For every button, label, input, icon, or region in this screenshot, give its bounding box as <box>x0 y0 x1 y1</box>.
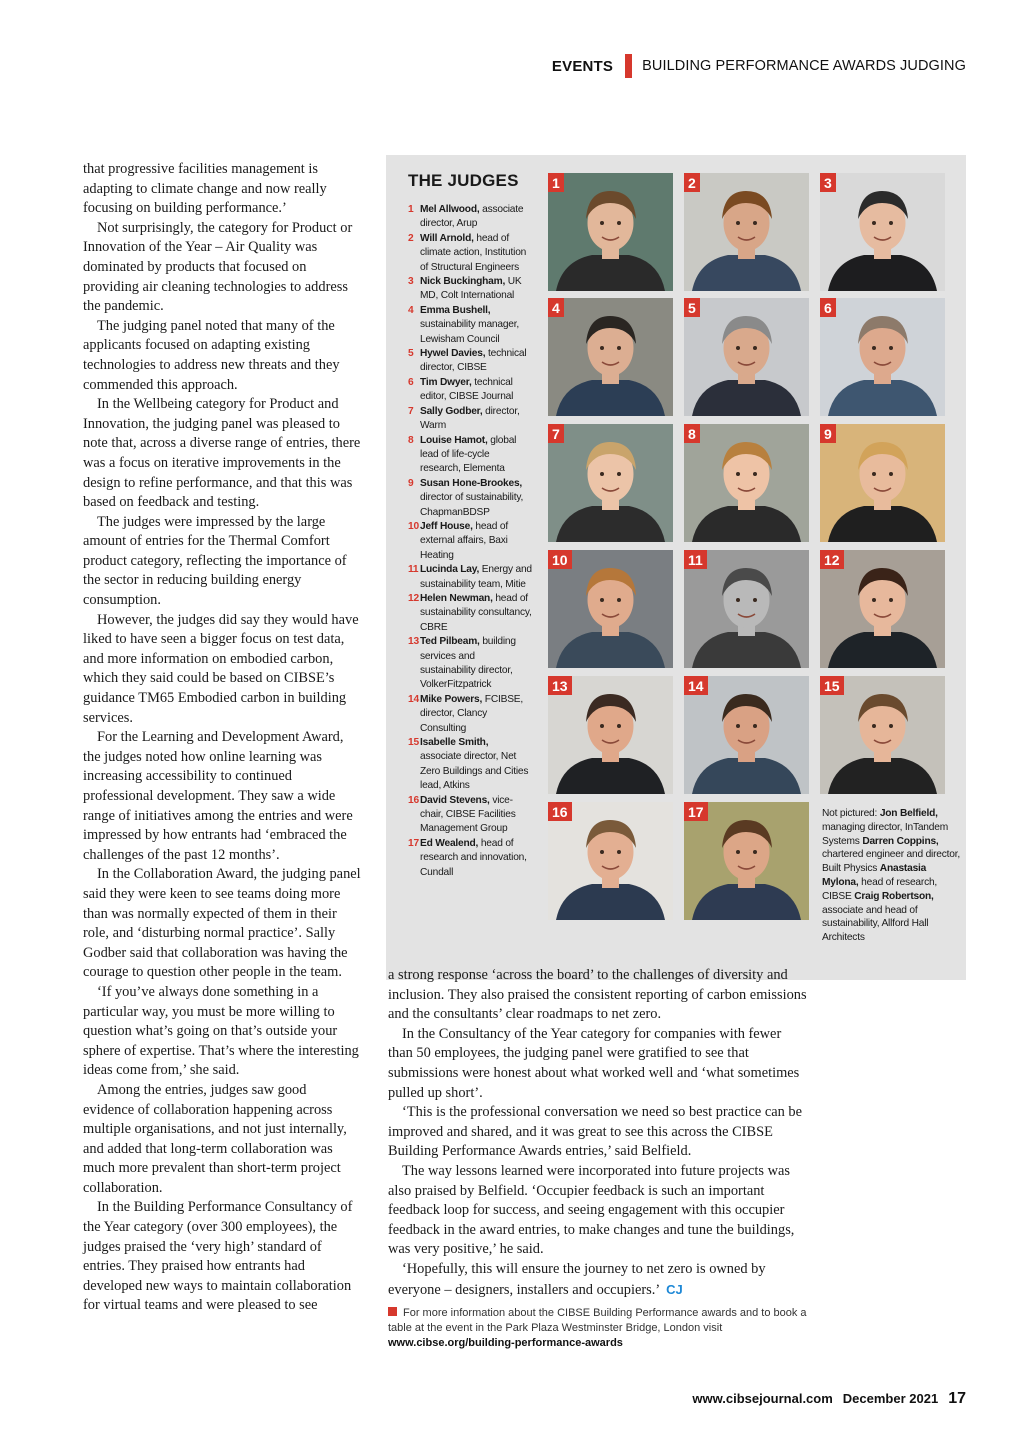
judge-number: 8 <box>408 434 414 446</box>
judge-entry <box>408 477 532 520</box>
judge-role: UK MD, Colt International <box>420 276 522 302</box>
cj-end-mark: CJ <box>666 1281 683 1297</box>
photo-number-badge: 16 <box>548 802 572 821</box>
more-info-text: For more information about the CIBSE Building Performance awards and to book a table at the event in the Park Plaza Westminster Bridge, London visit <box>388 1307 807 1335</box>
judge-number: 12 <box>408 592 419 604</box>
judge-role: technical director, CIBSE <box>420 348 527 374</box>
running-header <box>552 52 966 80</box>
absent-judge-role: chartered engineer and director, Built Physics <box>822 849 961 875</box>
paragraph: a strong response ‘across the board’ to the challenges of diversity and inclusion. They also praised the consistent reporting of carbon emissions and the consultants’ clear roadmaps to net zero. <box>388 967 807 1023</box>
judge-number: 10 <box>408 520 419 532</box>
judge-role: associate director, Arup <box>420 204 524 230</box>
panel-title: THE JUDGES <box>408 171 519 190</box>
judge-photo <box>820 676 945 794</box>
page-footer <box>692 1390 966 1408</box>
judge-entry <box>408 232 532 275</box>
judge-entry <box>408 736 532 794</box>
judge-name: Lucinda Lay, <box>420 564 480 576</box>
portrait-image <box>820 173 945 291</box>
not-pictured-note <box>822 807 962 945</box>
judge-role: building services and sustainability director, VolkerFitzpatrick <box>420 636 516 691</box>
judge-entry <box>408 304 532 347</box>
judge-photo <box>820 550 945 668</box>
judge-entry <box>408 592 532 635</box>
judge-number: 17 <box>408 837 419 849</box>
paragraph: In the Consultancy of the Year category for companies with fewer than 50 employees, the judging panel were gratified to see that submissions were honest about what worked well and ‘what sometimes pulled up short’. <box>388 1025 800 1101</box>
photo-number-badge: 17 <box>684 802 708 821</box>
judge-photo <box>684 424 809 542</box>
judge-name: Will Arnold, <box>420 232 474 244</box>
judge-photo <box>684 802 809 920</box>
paragraph: Among the entries, judges saw good evidence of collaboration happening across multiple organisations, and not just internally, and added that long-term collaboration was much more prevalent than short-term project collaboration. <box>83 1081 347 1196</box>
photo-number-badge: 9 <box>820 424 836 443</box>
photo-number-badge: 3 <box>820 173 836 192</box>
judge-entry <box>408 837 532 880</box>
photo-number-badge: 7 <box>548 424 564 443</box>
judge-entry <box>408 434 532 477</box>
judge-entry <box>408 275 532 304</box>
judge-photo <box>684 550 809 668</box>
judge-entry <box>408 794 532 837</box>
judge-photo <box>548 424 673 542</box>
more-info-box <box>388 1306 808 1352</box>
judge-role: head of climate action, Institution of Structural Engineers <box>420 232 527 273</box>
paragraph: In the Wellbeing category for Product and Innovation, the judging panel was pleased to note that, across a diverse range of entries, there was a focus on iterative improvements in the design to refine performance, and that this was based on feedback and testing. <box>83 396 361 511</box>
portrait-image <box>548 298 673 416</box>
closing-text: ‘Hopefully, this will ensure the journey to net zero is owned by everyone – designers, installers and occupiers.’ <box>388 1260 766 1298</box>
judge-role: sustainability manager, Lewisham Council <box>420 319 520 345</box>
footer-date: December 2021 <box>842 1391 939 1406</box>
judge-number: 5 <box>408 348 414 360</box>
judge-photo <box>684 298 809 416</box>
photo-number-badge: 4 <box>548 298 564 317</box>
judge-number: 13 <box>408 636 419 648</box>
paragraph: In the Building Performance Consultancy of the Year category (over 300 employees), the judges praised the ‘very high’ standard of entries. They praised how entrants had developed new ways to maintain collaboration for virtual teams and were pleased to see <box>83 1199 353 1314</box>
absent-judge-name: Craig Robertson, <box>854 890 934 902</box>
judges-list <box>408 203 532 880</box>
judge-photo <box>684 173 809 291</box>
paragraph: Not surprisingly, the category for Product or Innovation of the Year – Air Quality was dominated by products that focused on providing air cleaning technologies to address the pandemic. <box>83 219 353 315</box>
absent-judge-role: associate and head of sustainability, Allford Hall Architects <box>822 904 929 944</box>
photo-number-badge: 14 <box>684 676 708 695</box>
judge-name: Nick Buckingham, <box>420 276 506 288</box>
portrait-image <box>820 424 945 542</box>
judge-entry <box>408 376 532 405</box>
awards-link[interactable]: www.cibse.org/building-performance-awards <box>388 1337 623 1350</box>
judge-photo <box>684 676 809 794</box>
absent-judge-role: head of research, CIBSE <box>822 876 938 902</box>
judge-number: 15 <box>408 737 419 749</box>
judge-name: Tim Dwyer, <box>420 376 472 388</box>
section-topic: BUILDING PERFORMANCE AWARDS JUDGING <box>642 58 966 74</box>
photo-number-badge: 15 <box>820 676 844 695</box>
photo-number-badge: 5 <box>684 298 700 317</box>
judge-photo <box>820 424 945 542</box>
paragraph: The judging panel noted that many of the applicants focused on adapting existing technologies to address new threats and they commended this approach. <box>83 317 340 393</box>
judge-role: Energy and sustainability team, Mitie <box>420 564 532 590</box>
judge-photo <box>548 676 673 794</box>
section-label: EVENTS <box>551 57 614 75</box>
judge-name: Mel Allwood, <box>420 204 480 215</box>
paragraph: The judges were impressed by the large amount of entries for the Thermal Comfort product category, reflecting the importance of the sector in reducing building energy consumption. <box>83 513 347 609</box>
judge-role: head of research and innovation, Cundall <box>420 837 527 878</box>
portrait-image <box>684 298 809 416</box>
page-number: 17 <box>948 1390 966 1407</box>
judge-number: 6 <box>408 376 414 388</box>
photo-number-badge: 11 <box>684 550 707 569</box>
judge-name: Ted Pilbeam, <box>420 636 480 648</box>
paragraph: ‘If you’ve always done something in a particular way, you must be more willing to question what’s going on that’s outside your sphere of expertise. That’s where the interesting ideas come from,’ she said. <box>83 983 359 1079</box>
judge-photo <box>820 298 945 416</box>
judge-photo <box>548 550 673 668</box>
judge-number: 16 <box>408 794 419 806</box>
judge-number: 11 <box>408 564 419 576</box>
paragraph: In the Collaboration Award, the judging panel said they were keen to see teams doing more than was normally expected of them in their role, and ‘disturbing normal practice’. Sally Godber said that collaboration was having the courage to question other people in the team. <box>83 866 361 981</box>
judge-number: 1 <box>408 204 414 215</box>
header-divider-bar <box>625 54 632 78</box>
judge-photo <box>548 298 673 416</box>
judge-number: 2 <box>408 232 414 244</box>
paragraph: The way lessons learned were incorporated into future projects was also praised by Belfield. ‘Occupier feedback is such an important feedback loop for success, and seeing engagement with this occupier feedback in the award entries, to make changes and tune the buildings, was very positive,’ he said. <box>388 1162 795 1258</box>
judge-number: 3 <box>408 276 414 288</box>
judge-role: associate director, Net Zero Buildings and Cities lead, Atkins <box>420 751 529 792</box>
portrait-image <box>548 424 673 542</box>
photo-number-badge: 13 <box>548 676 572 695</box>
photo-number-badge: 12 <box>820 550 844 569</box>
judge-name: Ed Wealend, <box>420 837 479 849</box>
judge-name: Mike Powers, <box>420 693 483 705</box>
portrait-image <box>684 173 809 291</box>
judge-name: Helen Newman, <box>420 592 493 604</box>
judge-role: vice-chair, CIBSE Facilities Management Group <box>420 794 516 835</box>
judge-role: technical editor, CIBSE Journal <box>420 376 514 403</box>
judge-role: global lead of life-cycle research, Elementa <box>420 434 517 475</box>
judge-number: 4 <box>408 304 414 316</box>
judge-name: Hywel Davies, <box>420 348 486 360</box>
judge-entry <box>408 405 532 434</box>
judge-entry <box>408 635 532 693</box>
judge-entry <box>408 520 532 563</box>
judge-role: head of external affairs, Baxi Heating <box>420 520 508 561</box>
absent-judge-name: Jon Belfield, <box>879 808 938 819</box>
judge-role: director, Warm <box>420 405 520 432</box>
portrait-image <box>820 298 945 416</box>
judge-entry <box>408 563 532 592</box>
not-pictured-label: Not pictured: <box>822 808 878 819</box>
judge-entry <box>408 203 532 232</box>
judge-photo <box>548 173 673 291</box>
photo-number-badge: 6 <box>820 298 836 317</box>
footer-website[interactable]: www.cibsejournal.com <box>692 1391 833 1406</box>
judge-name: Jeff House, <box>420 520 473 532</box>
judge-entry <box>408 347 532 376</box>
photo-number-badge: 8 <box>684 424 700 443</box>
portrait-image <box>548 173 673 291</box>
judge-number: 7 <box>408 405 414 417</box>
absent-judge-name: Anastasia Mylona, <box>822 863 927 888</box>
judge-name: Sally Godber, <box>420 405 483 417</box>
paragraph: ‘This is the professional conversation we need so best practice can be improved and shared, and it was great to see this across the CIBSE Building Performance Awards entries,’ said Belfield. <box>388 1104 803 1160</box>
judge-number: 14 <box>408 693 419 705</box>
paragraph: For the Learning and Development Award, the judges noted how online learning was increasing accessibility to continued professional development. They saw a wide range of initiatives among the entries and were impressed by how entrants had ‘embraced the challenges of the past 12 months’. <box>83 729 353 863</box>
absent-judge-name: Darren Coppins, <box>862 835 939 847</box>
judge-role: FCIBSE, director, Clancy Consulting <box>420 693 524 734</box>
judge-name: Louise Hamot, <box>420 434 488 446</box>
portrait-image <box>684 424 809 542</box>
right-article-column <box>388 966 808 1300</box>
judge-name: Isabelle Smith, <box>420 737 489 749</box>
judge-name: David Stevens, <box>420 794 490 806</box>
photo-number-badge: 2 <box>684 173 700 192</box>
judge-photo <box>820 173 945 291</box>
judge-role: director of sustainability, ChapmanBDSP <box>420 492 524 518</box>
judge-number: 9 <box>408 477 414 489</box>
closing-paragraph <box>388 1260 808 1300</box>
absent-judge-role: managing director, InTandem Systems <box>822 821 948 847</box>
judge-entry <box>408 693 532 736</box>
judge-name: Emma Bushell, <box>420 304 491 316</box>
judge-name: Susan Hone-Brookes, <box>420 477 523 489</box>
bullet-square-icon <box>388 1307 397 1316</box>
paragraph: However, the judges did say they would have liked to have seen a bigger focus on test data, and more information on embodied carbon, which they said could be based on CIBSE’s guidance TM65 Embodied carbon in building services. <box>83 611 359 726</box>
left-article-column <box>83 160 361 1316</box>
judge-photo <box>548 802 673 920</box>
judge-role: head of sustainability consultancy, CBRE <box>420 592 532 633</box>
photo-number-badge: 1 <box>548 173 564 192</box>
paragraph: that progressive facilities management is adapting to climate change and now really focusing on building performance.’ <box>83 161 327 217</box>
photo-number-badge: 10 <box>548 550 572 569</box>
